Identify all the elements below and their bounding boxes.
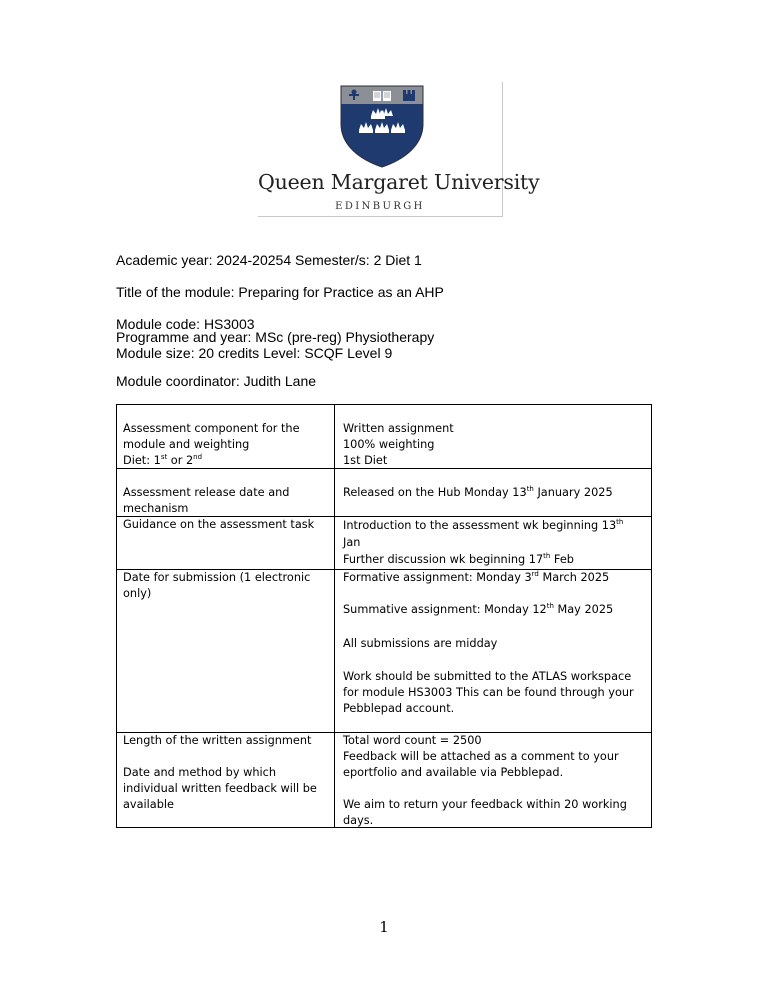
feedback-value: Feedback will be attached as a comment to your eportfolio and available via Pebblepad. — [343, 750, 619, 779]
university-logo — [258, 82, 540, 218]
university-city: EDINBURGH — [335, 201, 425, 212]
feedback-timing: We aim to return your feedback within 20 working days. — [343, 798, 627, 827]
module-coordinator-line: Module coordinator: Judith Lane — [116, 373, 317, 389]
length-label: Length of the written assignment — [123, 734, 312, 747]
workspace-note: Work should be submitted to the ATLAS workspace for module HS3003 This can be found through your Pebblepad account. — [343, 670, 634, 715]
submission-label: Date for submission (1 electronic only) — [123, 571, 311, 600]
component-label: Assessment component for the module and weighting Diet: 1st or 2nd — [123, 421, 328, 469]
assessment-table — [116, 404, 652, 828]
module-code-line: Module code: HS3003 — [116, 316, 255, 332]
release-label: Assessment release date and mechanism — [123, 486, 290, 515]
page-number: 1 — [379, 918, 389, 936]
release-value: Released on the Hub Monday 13th January 2025 — [343, 485, 613, 499]
feedback-label: Date and method by which individual written feedback will be available — [123, 766, 317, 811]
submission-value — [343, 570, 649, 586]
programme-line: Programme and year: MSc (pre-reg) Physiotherapy — [116, 329, 435, 345]
guidance-value: Introduction to the assessment wk beginning 13th Jan Further discussion wk beginning 17th Feb — [343, 518, 624, 566]
module-size-line: Module size: 20 credits Level: SCQF Level 9 — [116, 345, 393, 361]
crest-shield-icon — [337, 84, 427, 168]
diet-label: Diet: 1st or 2nd — [123, 453, 203, 467]
university-name: Queen Margaret University — [258, 170, 540, 194]
length-value: Total word count = 2500 — [343, 734, 482, 747]
midday-note: All submissions are midday — [343, 637, 498, 650]
component-value: Written assignment 100% weighting 1st Diet — [343, 422, 454, 467]
formative-date: Formative assignment: Monday 3rd March 2025 — [343, 570, 610, 584]
academic-year-line: Academic year: 2024-20254 Semester/s: 2 Diet 1 — [116, 252, 422, 268]
summative-date: Summative assignment: Monday 12th May 2025 — [343, 602, 614, 616]
guidance-label: Guidance on the assessment task — [123, 518, 315, 531]
module-title-line: Title of the module: Preparing for Practice as an AHP — [116, 284, 444, 300]
